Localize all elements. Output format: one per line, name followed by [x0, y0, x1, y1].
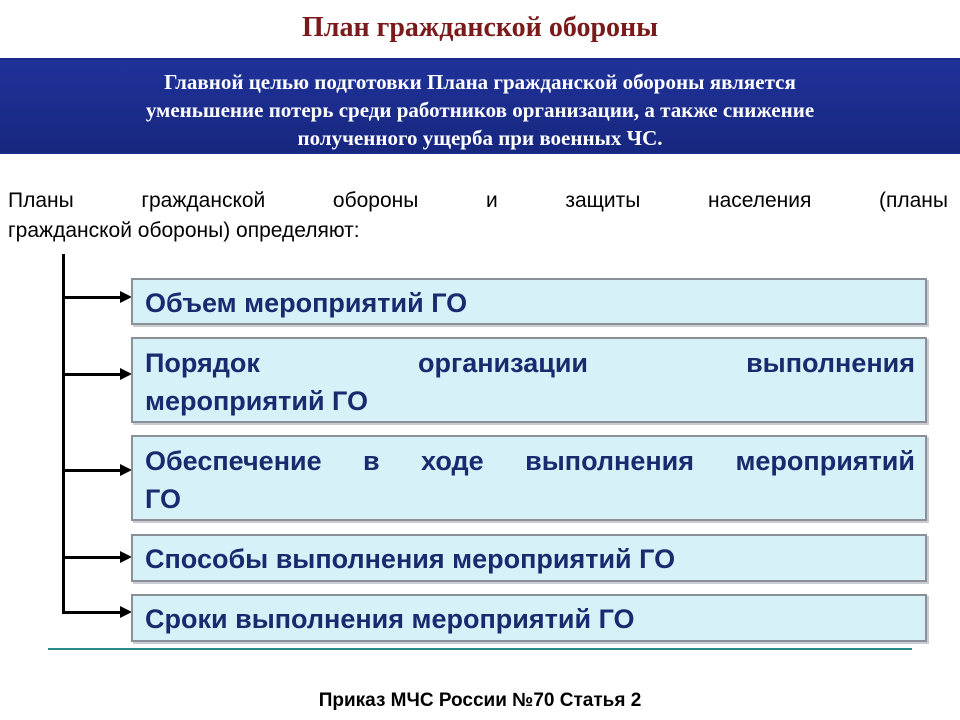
goal-banner-line: Главной целью подготовки Плана гражданской обороны является: [164, 70, 796, 94]
goal-banner: [0, 58, 960, 154]
arrow-icon: [64, 373, 122, 376]
intro-line: гражданской обороны) определяют:: [8, 219, 360, 242]
intro-line: Планы гражданской обороны и защиты населения (планы: [8, 189, 948, 212]
arrow-icon: [64, 611, 122, 614]
goal-banner-line: уменьшение потерь среди работников организации, а также снижение: [145, 98, 815, 122]
list-item-text: Объем мероприятий ГО: [145, 288, 468, 318]
list-item: [131, 594, 927, 642]
list-item: [131, 278, 927, 325]
arrow-icon: [64, 469, 122, 472]
page-title: План гражданской обороны: [301, 12, 659, 43]
arrow-icon: [64, 296, 122, 299]
goal-banner-line: полученного ущерба при военных ЧС.: [297, 126, 663, 150]
list-item-text: мероприятий ГО: [145, 386, 369, 416]
list-item-text: Способы выполнения мероприятий ГО: [145, 544, 676, 574]
list-item: [131, 534, 927, 582]
list-item-text: ГО: [145, 484, 181, 514]
intro-paragraph: [8, 186, 948, 246]
arrow-icon: [64, 556, 122, 559]
list-item: [131, 337, 927, 423]
goal-banner-text: [0, 58, 960, 154]
list-item: [131, 435, 927, 521]
tree-vertical-connector: [62, 254, 65, 614]
list-item-text: Сроки выполнения мероприятий ГО: [145, 604, 635, 634]
footer-divider: [48, 648, 912, 650]
footer-source: Приказ МЧС России №70 Статья 2: [318, 690, 642, 711]
list-item-text: Порядок организации выполнения: [145, 348, 915, 378]
list-item-text: Обеспечение в ходе выполнения мероприятий: [145, 446, 915, 476]
